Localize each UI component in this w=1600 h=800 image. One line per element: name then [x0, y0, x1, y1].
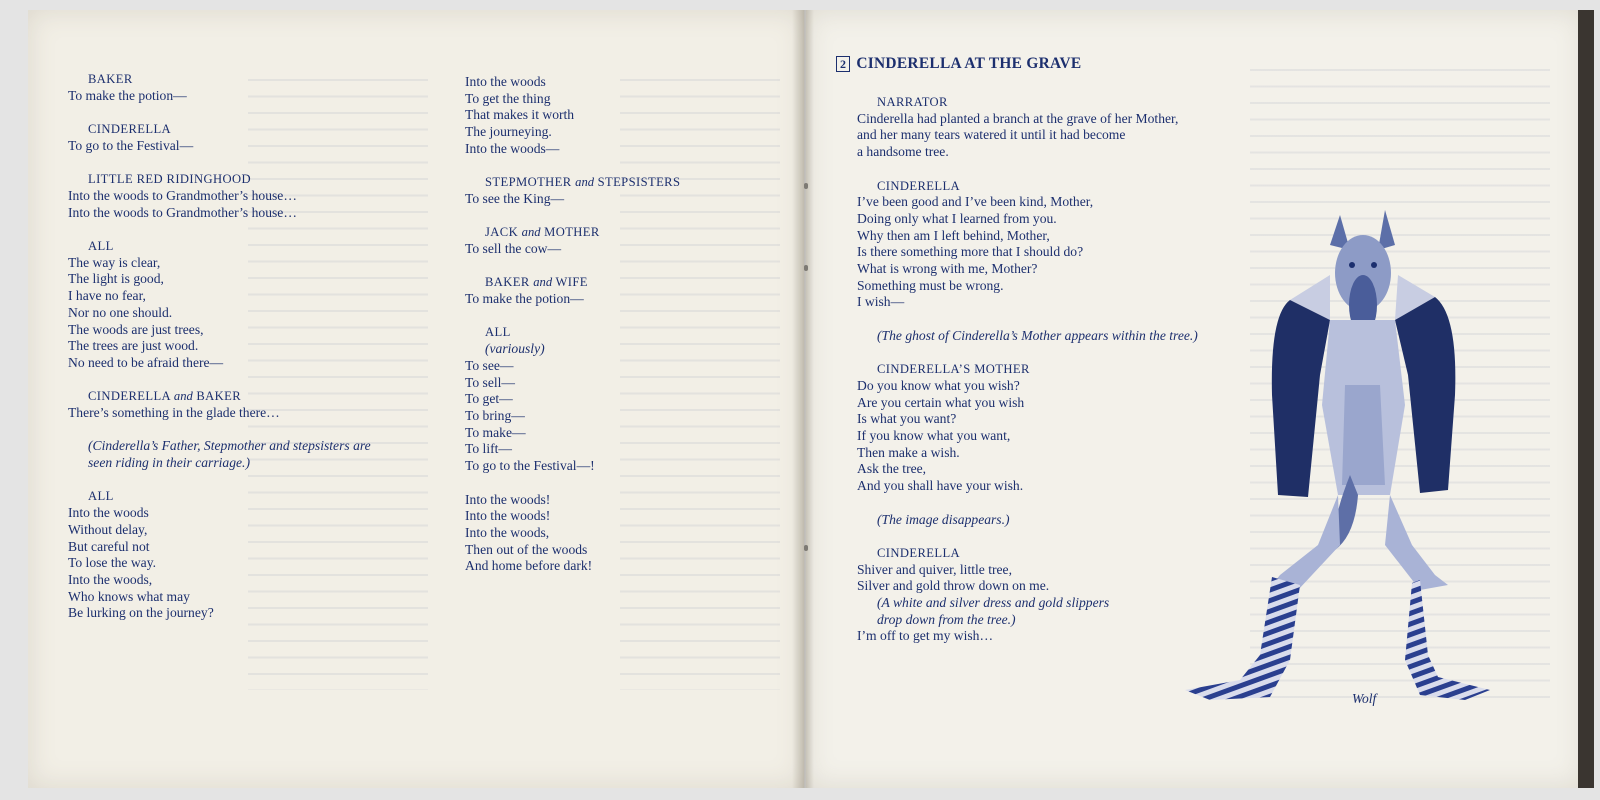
speaker-name	[485, 224, 680, 241]
lyric-line: Into the woods to Grandmother’s house…	[68, 187, 297, 203]
lyric-line: And home before dark!	[465, 558, 593, 574]
lyric-line: Cinderella had planted a branch at the grave of her Mother,	[857, 110, 1179, 126]
line-spacer	[68, 422, 371, 439]
lyric-line: Without delay,	[68, 521, 148, 537]
lyric-line: The woods are just trees,	[68, 321, 204, 337]
stage-direction: drop down from the tree.)	[877, 611, 1016, 627]
stage-direction: (The ghost of Cinderella’s Mother appears within the tree.)	[877, 327, 1198, 343]
speaker-name-text: BAKER	[485, 275, 530, 290]
speaker-name-text: CINDERELLA	[88, 389, 171, 404]
speaker-conjunction: and	[521, 225, 541, 240]
stage-direction: seen riding in their carriage.)	[88, 455, 250, 471]
staple	[804, 265, 808, 271]
right-column	[857, 94, 1198, 645]
lyric-line: Then make a wish.	[857, 444, 960, 460]
speaker-name-text: STEPMOTHER	[485, 175, 572, 190]
speaker-name-text: CINDERELLA	[877, 178, 961, 193]
lyric-line: To get the thing	[465, 90, 551, 106]
lyric-line: To go to the Festival—	[68, 137, 194, 153]
lyric-line: The light is good,	[68, 271, 164, 287]
lyric-line: Into the woods—	[465, 140, 560, 156]
speaker-name-text: ALL	[88, 238, 114, 253]
line-spacer	[465, 158, 680, 175]
lyric-line: Into the woods,	[68, 572, 153, 587]
line-spacer	[68, 104, 371, 121]
lyric-line: Doing only what I learned from you.	[857, 210, 1057, 226]
lyric-line: and her many tears watered it until it had become	[857, 127, 1126, 143]
stage-direction: (A white and silver dress and gold slippers	[877, 595, 1110, 611]
lyric-line: To get—	[465, 391, 513, 407]
speaker-name-text: ALL	[485, 325, 511, 340]
left-column-1	[68, 71, 371, 622]
lyric-line: To make—	[465, 424, 526, 440]
line-spacer	[465, 308, 680, 325]
speaker-name	[88, 388, 371, 405]
lyric-line: Shiver and quiver, little tree,	[857, 561, 1012, 577]
lyric-line: I’ve been good and I’ve been kind, Mother,	[857, 194, 1094, 210]
speaker-name	[88, 71, 371, 88]
section-heading	[836, 55, 1081, 73]
lyric-line: To lift—	[465, 441, 513, 457]
left-column-2	[465, 74, 680, 575]
speaker-name-text: ALL	[88, 489, 114, 504]
speaker-name-text: STEPSISTERS	[597, 175, 681, 190]
lyric-line: To go to the Festival—!	[465, 458, 595, 474]
section-title: CINDERELLA AT THE GRAVE	[856, 55, 1082, 72]
lyric-line: And you shall have your wish.	[857, 478, 1024, 494]
speaker-name-text: BAKER	[196, 389, 242, 404]
speaker-name-text: NARRATOR	[877, 95, 948, 109]
lyric-line: If you know what you want,	[857, 428, 1011, 444]
line-spacer	[857, 528, 1198, 545]
lyric-line: Something must be wrong.	[857, 277, 1004, 293]
lyric-line: I wish—	[857, 294, 905, 310]
lyric-line: That makes it worth	[465, 107, 575, 123]
lyric-line: Do you know what you wish?	[857, 377, 1020, 393]
lyric-line: I have no fear,	[68, 288, 146, 304]
line-spacer	[465, 258, 680, 275]
lyric-line: Into the woods!	[465, 508, 551, 524]
lyric-line: The trees are just wood.	[68, 338, 199, 354]
illustration-caption: Wolf	[1352, 691, 1377, 706]
speaker-name	[88, 171, 371, 188]
line-spacer	[68, 472, 371, 489]
lyric-line: To see—	[465, 357, 514, 373]
lyric-line: To sell—	[465, 374, 516, 390]
lyric-line: To sell the cow—	[465, 241, 562, 256]
lyric-line: To make the potion—	[68, 87, 187, 103]
speaker-name-text: JACK	[485, 225, 519, 240]
speaker-name	[485, 274, 680, 291]
stage-direction: (Cinderella’s Father, Stepmother and stepsisters are	[88, 438, 371, 454]
lyric-line: Into the woods!	[465, 491, 551, 507]
lyric-line: What is wrong with me, Mother?	[857, 261, 1038, 277]
lyric-line: No need to be afraid there—	[68, 354, 224, 370]
speaker-name	[88, 238, 371, 255]
lyric-line: To see the King—	[465, 190, 565, 206]
lyric-line: a handsome tree.	[857, 144, 949, 160]
speaker-name-text: WIFE	[555, 275, 588, 290]
line-spacer	[68, 155, 371, 172]
line-spacer	[68, 372, 371, 389]
stage-direction: (The image disappears.)	[877, 511, 1010, 527]
booklet-gutter	[792, 10, 814, 788]
line-spacer	[857, 161, 1198, 178]
lyric-line: Into the woods to Grandmother’s house…	[68, 204, 297, 220]
speaker-name-text: CINDERELLA’S MOTHER	[877, 362, 1030, 377]
speaker-conjunction: and	[173, 389, 193, 404]
speaker-name	[877, 178, 1198, 195]
lyric-line: Into the woods,	[465, 524, 550, 540]
lyric-line: The journeying.	[465, 124, 552, 140]
lyric-line: Into the woods	[465, 74, 546, 89]
speaker-name	[877, 94, 1198, 111]
lyric-line: But careful not	[68, 538, 150, 554]
lyric-line: Who knows what may	[68, 588, 190, 604]
speaker-name-text: MOTHER	[544, 225, 600, 240]
lyric-line: Is there something more that I should do?	[857, 244, 1084, 260]
lyric-line: Why then am I left behind, Mother,	[857, 227, 1050, 243]
line-spacer	[857, 345, 1198, 362]
speaker-name	[485, 324, 680, 341]
lyric-line: Into the woods	[68, 505, 149, 521]
lyric-line: To bring—	[465, 408, 525, 423]
line-spacer	[857, 311, 1198, 328]
speaker-name	[88, 121, 371, 138]
stage-direction: (variously)	[485, 341, 545, 357]
lyric-line: Then out of the woods	[465, 541, 588, 557]
lyric-line: Nor no one should.	[68, 304, 173, 320]
wolf-illustration	[1180, 205, 1525, 720]
speaker-name	[877, 545, 1198, 562]
lyric-line: Silver and gold throw down on me.	[857, 578, 1050, 594]
line-spacer	[857, 495, 1198, 512]
lyric-line: Are you certain what you wish	[857, 394, 1025, 410]
lyric-line: Be lurking on the journey?	[68, 605, 214, 621]
lyric-line: There’s something in the glade there…	[68, 405, 280, 420]
line-spacer	[465, 475, 680, 492]
track-number-badge: 2	[836, 56, 850, 72]
lyric-line: The way is clear,	[68, 254, 161, 270]
lyric-line: I’m off to get my wish…	[857, 628, 994, 644]
speaker-name-text: BAKER	[88, 72, 133, 86]
speaker-name-text: CINDERELLA	[88, 122, 172, 137]
speaker-name	[88, 488, 371, 505]
speaker-name	[877, 361, 1198, 378]
lyric-line: To make the potion—	[465, 291, 584, 307]
staple	[804, 545, 808, 551]
speaker-name-text: CINDERELLA	[877, 545, 961, 560]
staple	[804, 183, 808, 189]
speaker-conjunction: and	[533, 275, 553, 290]
line-spacer	[68, 221, 371, 238]
lyric-line: Ask the tree,	[857, 461, 927, 477]
lyric-line: Is what you want?	[857, 411, 957, 427]
booklet-edge	[1578, 10, 1594, 788]
line-spacer	[465, 208, 680, 225]
speaker-conjunction: and	[575, 175, 595, 190]
speaker-name-text: LITTLE RED RIDINGHOOD	[88, 172, 251, 187]
lyric-line: To lose the way.	[68, 555, 157, 571]
speaker-name	[485, 174, 680, 191]
